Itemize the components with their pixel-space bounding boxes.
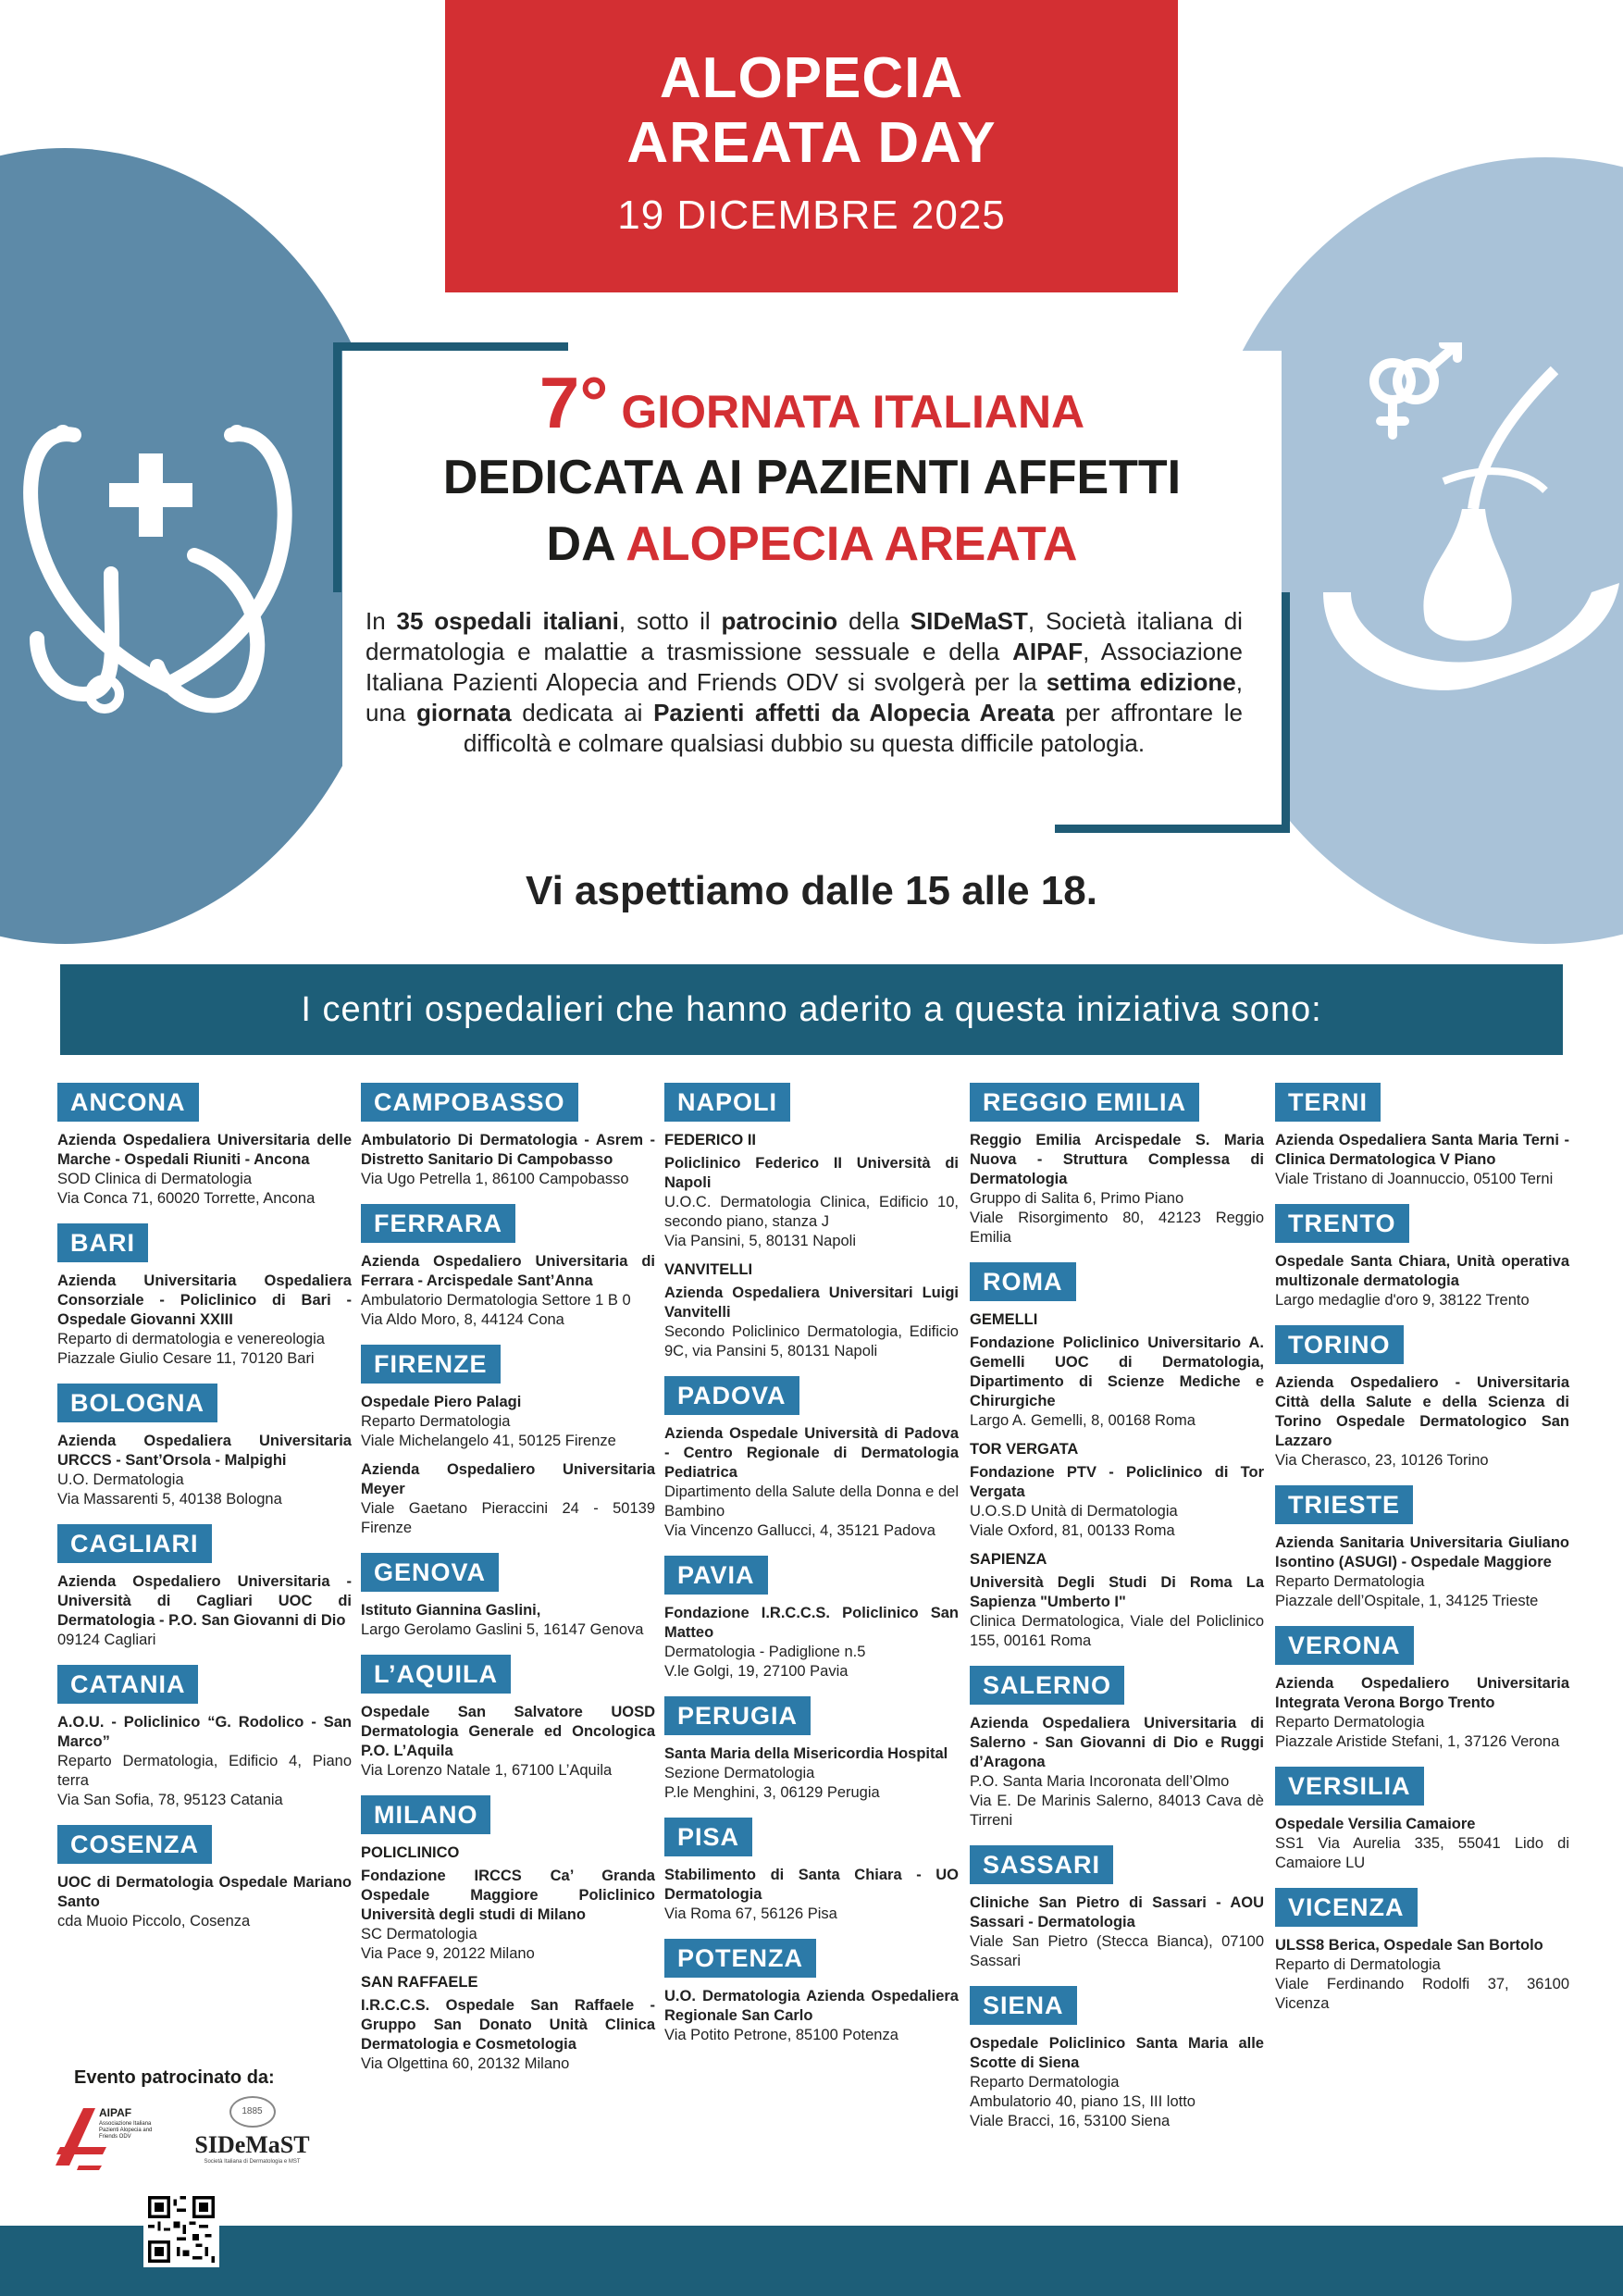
intro-text: In: [365, 607, 397, 635]
center-name: Reggio Emilia Arcispedale S. Maria Nuova - Struttura Complessa di Dermatologia: [970, 1132, 1264, 1187]
center-laquila: [361, 1655, 655, 1781]
aipaf-caption: Associazione Italiana Pazienti Alopecia and Friends ODV: [99, 2121, 153, 2140]
city-tag: POTENZA: [664, 1939, 816, 1978]
center-reggio-emilia: [970, 1083, 1264, 1247]
center-pavia: [664, 1556, 959, 1682]
frame-accent: [1055, 825, 1290, 833]
frame-accent: [333, 342, 341, 592]
center-address: Viale Risorgimento 80, 42123 Reggio Emilia: [970, 1210, 1264, 1246]
center-address: Via Conca 71, 60020 Torrette, Ancona: [57, 1190, 316, 1207]
center-entry: [970, 1463, 1264, 1541]
center-address: Largo medaglie d'oro 9, 38122 Trento: [1275, 1292, 1530, 1309]
city-tag: FERRARA: [361, 1204, 515, 1243]
center-entry: [970, 1131, 1264, 1247]
intro-text: , Associazione Italiana Pazienti Alopecia and Friends ODV si svolgerà per la: [365, 638, 1243, 696]
center-detail: Reparto Dermatologia: [970, 2074, 1120, 2091]
city-tag: PADOVA: [664, 1376, 799, 1415]
center-address: Piazzale Giulio Cesare 11, 70120 Bari: [57, 1350, 315, 1367]
city-tag: FIRENZE: [361, 1345, 501, 1384]
center-versilia: [1275, 1767, 1569, 1873]
center-name: Ospedale Policlinico Santa Maria alle Scotte di Siena: [970, 2035, 1264, 2071]
center-address: Viale Michelangelo 41, 50125 Firenze: [361, 1433, 616, 1449]
center-subheading: TOR VERGATA: [970, 1441, 1079, 1458]
center-name: Azienda Ospedaliera Universitaria URCCS - Sant’Orsola - Malpighi: [57, 1433, 352, 1469]
city-tag: TORINO: [1275, 1325, 1404, 1364]
intro-bold: patrocinio: [721, 607, 838, 635]
city-tag: L’AQUILA: [361, 1655, 511, 1694]
center-address: Largo A. Gemelli, 8, 00168 Roma: [970, 1412, 1196, 1429]
center-name: Azienda Ospedaliero Universitaria Meyer: [361, 1461, 655, 1497]
intro-text: , una: [365, 668, 1243, 726]
center-entry: [664, 1987, 959, 2045]
center-entry: [664, 1284, 959, 1361]
qr-code-icon[interactable]: [148, 2196, 215, 2263]
center-entry: [1275, 1815, 1569, 1873]
center-name: Fondazione Policlinico Universitario A. Gemelli UOC di Dermatologia, Dipartimento di Scienze Mediche e Chirurgiche: [970, 1334, 1264, 1409]
city-tag: BOLOGNA: [57, 1384, 217, 1422]
center-address: Via Ugo Petrella 1, 86100 Campobasso: [361, 1171, 629, 1187]
stethoscope-icon: [0, 389, 333, 740]
center-milano: [361, 1795, 655, 2074]
center-terni: [1275, 1083, 1569, 1189]
center-name: Ospedale Versilia Camaiore: [1275, 1816, 1476, 1832]
center-bari: [57, 1223, 352, 1369]
center-name: Ospedale San Salvatore UOSD Dermatologia Generale ed Oncologica P.O. L’Aquila: [361, 1704, 655, 1759]
center-name: Azienda Sanitaria Universitaria Giuliano Isontino (ASUGI) - Ospedale Maggiore: [1275, 1534, 1569, 1570]
center-cosenza: [57, 1825, 352, 1931]
headline-line3: [342, 511, 1282, 577]
intro-text: , Società italiana di dermatologia e malattie a trasmissione sessuale e della: [365, 607, 1243, 665]
intro-text: della: [837, 607, 911, 635]
center-name: Ambulatorio Di Dermatologia - Asrem - Distretto Sanitario Di Campobasso: [361, 1132, 655, 1168]
center-name: I.R.C.C.S. Ospedale San Raffaele - Gruppo San Donato Unità Clinica Dermatologia e Cosmetologia: [361, 1997, 655, 2053]
center-name: A.O.U. - Policlinico “G. Rodolico - San Marco”: [57, 1714, 352, 1750]
center-subheading: SAPIENZA: [970, 1551, 1047, 1568]
centers-banner: I centri ospedalieri che hanno aderito a questa iniziativa sono:: [60, 964, 1563, 1055]
city-tag: VICENZA: [1275, 1888, 1418, 1927]
center-entry: [970, 1893, 1264, 1971]
center-siena: [970, 1986, 1264, 2131]
center-address: V.le Golgi, 19, 27100 Pavia: [664, 1663, 849, 1680]
center-detail: Dipartimento della Salute della Donna e del Bambino: [664, 1483, 959, 1520]
center-ferrara: [361, 1204, 655, 1330]
center-address: Via Cherasco, 23, 10126 Torino: [1275, 1452, 1489, 1469]
center-cagliari: [57, 1524, 352, 1650]
center-detail: Reparto di Dermatologia: [1275, 1956, 1441, 1973]
center-address: Viale Gaetano Pieraccini 24 - 50139 Firenze: [361, 1500, 655, 1536]
center-subheading: FEDERICO II: [664, 1132, 757, 1148]
center-detail: U.O.C. Dermatologia Clinica, Edificio 10, secondo piano, stanza J: [664, 1194, 959, 1230]
center-name: Azienda Universitaria Ospedaliera Consorziale - Policlinico di Bari - Ospedale Giovanni XXIII: [57, 1272, 352, 1328]
center-entry: [1275, 1533, 1569, 1611]
center-firenze: [361, 1345, 655, 1538]
centers-column-3: [664, 1083, 959, 2060]
center-perugia: [664, 1696, 959, 1803]
aipaf-logo: [51, 2101, 162, 2170]
center-entry: [970, 1714, 1264, 1831]
headline-line1-text: GIORNATA ITALIANA: [621, 386, 1085, 438]
center-salerno: [970, 1666, 1264, 1831]
center-address: Viale Ferdinando Rodolfi 37, 36100 Vicenza: [1275, 1976, 1569, 2012]
center-entry: [664, 1154, 959, 1251]
center-address: Viale Oxford, 81, 00133 Roma: [970, 1522, 1175, 1539]
event-title-line1: ALOPECIA: [659, 46, 964, 110]
center-entry: [57, 1713, 352, 1810]
center-address: Piazzale dell’Ospitale, 1, 34125 Trieste: [1275, 1593, 1539, 1609]
center-torino: [1275, 1325, 1569, 1471]
center-subheading: POLICLINICO: [361, 1844, 460, 1861]
city-tag: PERUGIA: [664, 1696, 811, 1735]
center-address: Via Potito Petrone, 85100 Potenza: [664, 2027, 898, 2043]
center-name: Santa Maria della Misericordia Hospital: [664, 1745, 948, 1762]
center-name: Policlinico Federico II Università di Napoli: [664, 1155, 959, 1191]
center-subheading: VANVITELLI: [664, 1261, 753, 1278]
center-entry: [1275, 1674, 1569, 1752]
center-entry: [664, 1604, 959, 1682]
center-detail: Dermatologia - Padiglione n.5: [664, 1644, 866, 1660]
center-subheading: SAN RAFFAELE: [361, 1974, 478, 1991]
center-address: Viale Tristano di Joannuccio, 05100 Terni: [1275, 1171, 1554, 1187]
headline-line2: DEDICATA AI PAZIENTI AFFETTI: [442, 451, 1182, 504]
centers-column-5: [1275, 1083, 1569, 2029]
center-detail: SOD Clinica di Dermatologia: [57, 1171, 252, 1187]
city-tag: NAPOLI: [664, 1083, 790, 1122]
center-entry: [970, 2034, 1264, 2131]
intro-bold: AIPAF: [1012, 638, 1084, 665]
center-catania: [57, 1665, 352, 1810]
headline: [342, 362, 1282, 577]
center-genova: [361, 1553, 655, 1640]
frame-accent: [1282, 592, 1290, 833]
city-tag: REGGIO EMILIA: [970, 1083, 1199, 1122]
sidemast-logo: [185, 2096, 319, 2175]
patronage-label: Evento patrocinato da:: [74, 2067, 275, 2088]
center-name: ULSS8 Berica, Ospedale San Bortolo: [1275, 1937, 1543, 1954]
edition-number: 7°: [539, 362, 609, 443]
center-address: Via Pansini, 5, 80131 Napoli: [664, 1233, 857, 1249]
center-entry: [57, 1572, 352, 1650]
center-entry: [361, 1867, 655, 1964]
center-trieste: [1275, 1485, 1569, 1611]
center-address: Via Massarenti 5, 40138 Bologna: [57, 1491, 282, 1508]
center-entry: [664, 1866, 959, 1924]
city-tag: SIENA: [970, 1986, 1077, 2025]
city-tag: PAVIA: [664, 1556, 768, 1595]
center-entry: [664, 1744, 959, 1803]
center-name: Azienda Ospedaliera Santa Maria Terni - Clinica Dermatologica V Piano: [1275, 1132, 1569, 1168]
intro-bold: 35 ospedali italiani: [396, 607, 619, 635]
city-tag: ROMA: [970, 1262, 1076, 1301]
center-name: Ospedale Santa Chiara, Unità operativa multizonale dermatologia: [1275, 1253, 1569, 1289]
center-napoli: [664, 1083, 959, 1361]
center-address: cda Muoio Piccolo, Cosenza: [57, 1913, 251, 1930]
center-entry: [361, 1996, 655, 2074]
center-entry: [361, 1252, 655, 1330]
center-name: Azienda Ospedaliera Universitaria di Salerno - San Giovanni di Dio e Ruggi d’Aragona: [970, 1715, 1264, 1770]
center-entry: [664, 1424, 959, 1541]
center-entry: [970, 1573, 1264, 1651]
center-entry: [57, 1272, 352, 1369]
center-ancona: [57, 1083, 352, 1209]
center-vicenza: [1275, 1888, 1569, 2014]
event-date: 19 DICEMBRE 2025: [617, 192, 1006, 238]
city-tag: VERSILIA: [1275, 1767, 1424, 1806]
sidemast-seal-icon: 1885: [229, 2096, 276, 2128]
center-detail: Sezione Dermatologia: [664, 1765, 815, 1781]
center-detail: Reparto di dermatologia e venereologia: [57, 1331, 325, 1347]
center-name: Azienda Ospedaliero Universitaria Integrata Verona Borgo Trento: [1275, 1675, 1569, 1711]
center-address: Via Roma 67, 56126 Pisa: [664, 1905, 837, 1922]
center-address: SS1 Via Aurelia 335, 55041 Lido di Camaiore LU: [1275, 1835, 1569, 1871]
center-entry: [1275, 1936, 1569, 2014]
city-tag: ANCONA: [57, 1083, 199, 1122]
city-tag: TERNI: [1275, 1083, 1381, 1122]
intro-bold: giornata: [416, 699, 512, 726]
center-name: Fondazione IRCCS Ca’ Granda Ospedale Maggiore Policlinico Università degli studi di Milano: [361, 1868, 655, 1923]
headline-line3-red: ALOPECIA AREATA: [626, 517, 1078, 571]
center-detail: Reparto Dermatologia, Edificio 4, Piano terra: [57, 1753, 352, 1789]
city-tag: COSENZA: [57, 1825, 212, 1864]
center-detail: Reparto Dermatologia: [361, 1413, 511, 1430]
center-address: Secondo Policlinico Dermatologia, Edificio 9C, via Pansini 5, 80131 Napoli: [664, 1323, 959, 1359]
city-tag: PISA: [664, 1818, 752, 1856]
opening-hours: Vi aspettiamo dalle 15 alle 18.: [526, 868, 1097, 913]
sidemast-caption: Società Italiana di Dermatologia e MST: [204, 2159, 301, 2165]
intro-bold: Pazienti affetti da Alopecia Areata: [653, 699, 1055, 726]
center-detail: Ambulatorio 40, piano 1S, III lotto: [970, 2093, 1196, 2110]
center-address: Via Olgettina 60, 20132 Milano: [361, 2055, 570, 2072]
city-tag: GENOVA: [361, 1553, 499, 1592]
center-address: Via Lorenzo Natale 1, 67100 L’Aquila: [361, 1762, 613, 1779]
center-address: Piazzale Aristide Stefani, 1, 37126 Verona: [1275, 1733, 1560, 1750]
city-tag: VERONA: [1275, 1626, 1414, 1665]
center-subheading: GEMELLI: [970, 1311, 1038, 1328]
center-entry: [361, 1393, 655, 1451]
event-title-line2: AREATA DAY: [626, 111, 997, 175]
city-tag: CAGLIARI: [57, 1524, 212, 1563]
center-address: P.le Menghini, 3, 06129 Perugia: [664, 1784, 880, 1801]
center-potenza: [664, 1939, 959, 2045]
center-name: Cliniche San Pietro di Sassari - AOU Sassari - Dermatologia: [970, 1894, 1264, 1930]
center-address: Via Aldo Moro, 8, 44124 Cona: [361, 1311, 564, 1328]
city-tag: TRIESTE: [1275, 1485, 1413, 1524]
center-padova: [664, 1376, 959, 1541]
center-detail: U.O.S.D Unità di Dermatologia: [970, 1503, 1178, 1520]
center-address: Viale San Pietro (Stecca Bianca), 07100 Sassari: [970, 1933, 1264, 1969]
center-entry: [57, 1131, 352, 1209]
center-name: Fondazione PTV - Policlinico di Tor Vergata: [970, 1464, 1264, 1500]
center-address: Via Vincenzo Gallucci, 4, 35121 Padova: [664, 1522, 935, 1539]
center-detail: U.O. Dermatologia: [57, 1471, 184, 1488]
center-name: U.O. Dermatologia Azienda Ospedaliera Regionale San Carlo: [664, 1988, 959, 2024]
center-entry: [361, 1131, 655, 1189]
center-name: Università Degli Studi Di Roma La Sapienza "Umberto I": [970, 1574, 1264, 1610]
center-name: Istituto Giannina Gaslini,: [361, 1602, 541, 1619]
center-detail: P.O. Santa Maria Incoronata dell’Olmo: [970, 1773, 1230, 1790]
center-name: Fondazione I.R.C.C.S. Policlinico San Matteo: [664, 1605, 959, 1641]
center-address: Via E. De Marinis Salerno, 84013 Cava dè Tirreni: [970, 1793, 1264, 1829]
center-entry: [361, 1703, 655, 1781]
city-tag: CATANIA: [57, 1665, 198, 1704]
center-entry: [1275, 1252, 1569, 1310]
intro-text: dedicata ai: [511, 699, 654, 726]
center-entry: [57, 1873, 352, 1931]
center-detail: Ambulatorio Dermatologia Settore 1 B 0: [361, 1292, 631, 1309]
center-pisa: [664, 1818, 959, 1924]
frame-accent: [333, 342, 568, 351]
center-detail: Reparto Dermatologia: [1275, 1714, 1425, 1731]
intro-text: , sotto il: [618, 607, 722, 635]
center-entry: [970, 1334, 1264, 1431]
center-name: Azienda Ospedaliera Universitaria delle Marche - Ospedali Riuniti - Ancona: [57, 1132, 352, 1168]
center-address: Largo Gerolamo Gaslini 5, 16147 Genova: [361, 1621, 644, 1638]
center-entry: [57, 1432, 352, 1509]
city-tag: MILANO: [361, 1795, 490, 1834]
city-tag: CAMPOBASSO: [361, 1083, 578, 1122]
center-name: Azienda Ospedaliero - Universitaria Città della Salute e della Scienza di Torino Ospedale Dermatologico San Lazzaro: [1275, 1374, 1569, 1449]
center-address: Viale Bracci, 16, 53100 Siena: [970, 2113, 1171, 2129]
headline-line1: [342, 362, 1282, 444]
center-entry: [1275, 1131, 1569, 1189]
aipaf-name: AIPAF: [99, 2106, 132, 2119]
event-title-box: [445, 0, 1178, 292]
center-address: 09124 Cagliari: [57, 1632, 156, 1648]
center-entry: [361, 1601, 655, 1640]
city-tag: BARI: [57, 1223, 148, 1262]
center-entry: [1275, 1373, 1569, 1471]
headline-line3-prefix: DA: [546, 517, 614, 571]
center-address: Via San Sofia, 78, 95123 Catania: [57, 1792, 283, 1808]
intro-paragraph: [365, 606, 1243, 759]
city-tag: SASSARI: [970, 1845, 1113, 1884]
centers-column-4: [970, 1083, 1264, 2146]
center-name: Ospedale Piero Palagi: [361, 1394, 522, 1410]
hair-follicle-icon: [1314, 342, 1623, 713]
center-verona: [1275, 1626, 1569, 1752]
intro-text: per affrontare le difficoltà e colmare qualsiasi dubbio su questa difficile patologia.: [463, 699, 1243, 757]
center-name: UOC di Dermatologia Ospedale Mariano Santo: [57, 1874, 352, 1910]
footer-bar: [0, 2226, 1623, 2296]
city-tag: SALERNO: [970, 1666, 1124, 1705]
center-sassari: [970, 1845, 1264, 1971]
centers-column-1: [57, 1083, 352, 1946]
sidemast-name: SIDeMaST: [194, 2131, 310, 2158]
centers-column-2: [361, 1083, 655, 2089]
center-name: Azienda Ospedaliera Universitari Luigi Vanvitelli: [664, 1285, 959, 1321]
center-name: Azienda Ospedaliero Universitaria - Università di Cagliari UOC di Dermatologia - P.O. San Giovanni di Dio: [57, 1573, 352, 1629]
intro-bold: SIDeMaST: [910, 607, 1028, 635]
center-name: Stabilimento di Santa Chiara - UO Dermatologia: [664, 1867, 959, 1903]
intro-bold: settima edizione: [1046, 668, 1236, 696]
center-trento: [1275, 1204, 1569, 1310]
center-detail: SC Dermatologia: [361, 1926, 477, 1942]
center-address: Clinica Dermatologica, Viale del Policlinico 155, 00161 Roma: [970, 1613, 1264, 1649]
center-bologna: [57, 1384, 352, 1509]
center-address: Via Pace 9, 20122 Milano: [361, 1945, 535, 1962]
center-name: Azienda Ospedaliero Universitaria di Ferrara - Arcispedale Sant’Anna: [361, 1253, 655, 1289]
center-detail: Gruppo di Salita 6, Primo Piano: [970, 1190, 1184, 1207]
center-detail: Reparto Dermatologia: [1275, 1573, 1425, 1590]
center-roma: [970, 1262, 1264, 1651]
center-name: Azienda Ospedale Università di Padova - Centro Regionale di Dermatologia Pediatrica: [664, 1425, 959, 1481]
city-tag: TRENTO: [1275, 1204, 1409, 1243]
center-entry: [361, 1460, 655, 1538]
center-campobasso: [361, 1083, 655, 1189]
